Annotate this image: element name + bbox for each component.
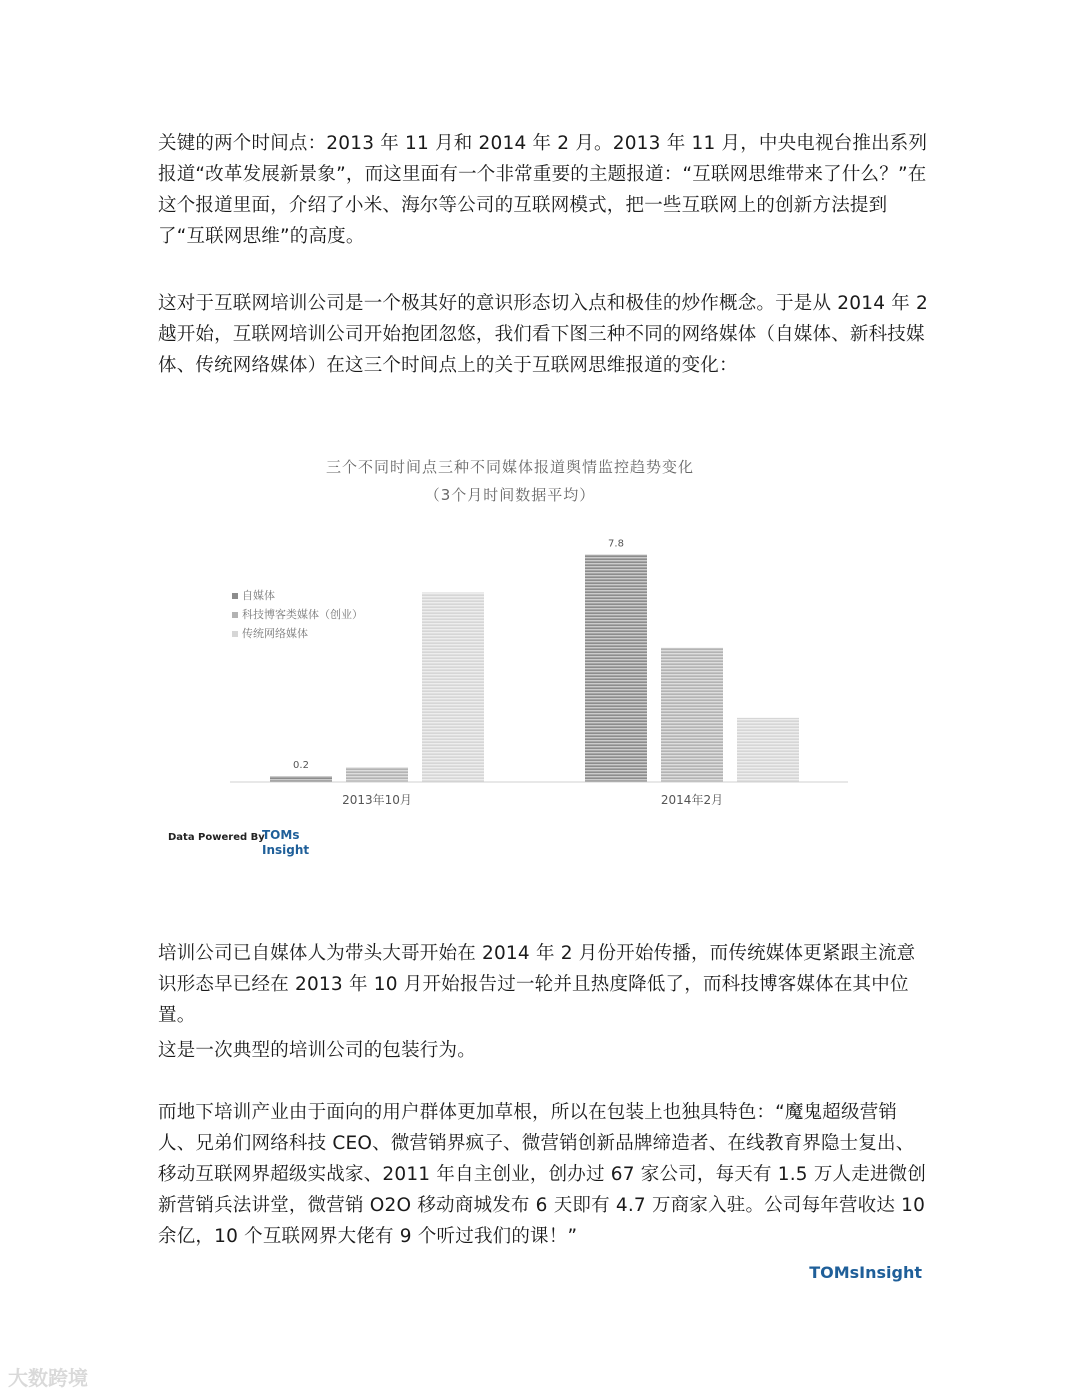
- paragraph-4: 这是一次典型的培训公司的包装行为。: [158, 1040, 476, 1061]
- paragraph-2: 这对于互联网培训公司是一个极其好的意识形态切入点和极佳的炒作概念。于是从 2014 年 2 越开始，互联网培训公司开始抱团忽悠，我们看下图三种不同的网络媒体（自媒体、新科技媒体、传统网络媒体）在这三个时间点上的关于互联网思维报道的变化：: [158, 293, 928, 376]
- brand-logo: TOMsInsight: [809, 1263, 922, 1282]
- data-powered-by: Data Powered By: [168, 832, 265, 843]
- watermark: 大数跨境: [8, 1366, 88, 1390]
- bar-texture: [270, 776, 332, 782]
- legend-label: 传统网络媒体: [242, 627, 308, 640]
- x-tick-label: 2013年10月: [342, 793, 412, 807]
- toms-insight-logo: [262, 828, 309, 858]
- legend-label: 科技博客类媒体（创业）: [242, 608, 363, 621]
- data-label: 7.8: [608, 538, 624, 550]
- logo-line-2: Insight: [262, 843, 310, 857]
- chart-subtitle: （3个月时间数据平均）: [424, 486, 596, 504]
- logo-line-1: TOMs: [262, 828, 300, 842]
- legend-label: 自媒体: [242, 589, 275, 602]
- bar-chart: [150, 440, 870, 880]
- paragraph-1: 关键的两个时间点：2013 年 11 月和 2014 年 2 月。2013 年 11 月，中央电视台推出系列报道“改革发展新景象”，而这里面有一个非常重要的主题报道：“互联网思维带来了什么？”在这个报道里面，介绍了小米、海尔等公司的互联网模式，把一些互联网上的创新方法提到了“互联网思维”的高度。: [158, 133, 928, 247]
- bar-texture: [737, 718, 799, 782]
- x-tick-label: 2014年2月: [660, 793, 724, 807]
- bar-texture: [661, 648, 723, 782]
- bar-texture: [346, 767, 408, 782]
- paragraph-5: 而地下培训产业由于面向的用户群体更加草根，所以在包装上也独具特色：“魔鬼超级营销人、兄弟们网络科技 CEO、微营销界疯子、微营销创新品牌缔造者、在线教育界隐士复出、移动互联网界超级实战家、2011 年自主创业，创办过 67 家公司，每天有 1.5 万人走进微创新营销兵法讲堂，微营销 O2O 移动商城发布 6 天即有 4.7 万商家入驻。公司每年营收达 10 余亿，10 个互联网界大佬有 9 个听过我们的课！”: [158, 1102, 927, 1247]
- chart-plot: [150, 440, 870, 820]
- bar-texture: [585, 555, 647, 782]
- paragraph-3: 培训公司已自媒体人为带头大哥开始在 2014 年 2 月份开始传播，而传统媒体更紧跟主流意识形态早已经在 2013 年 10 月开始报告过一轮并且热度降低了，而科技博客媒体在其中位置。: [158, 943, 916, 1026]
- data-label: 0.2: [293, 760, 309, 772]
- chart-title: 三个不同时间点三种不同媒体报道舆情监控趋势变化: [325, 458, 694, 476]
- bar-texture: [422, 592, 484, 782]
